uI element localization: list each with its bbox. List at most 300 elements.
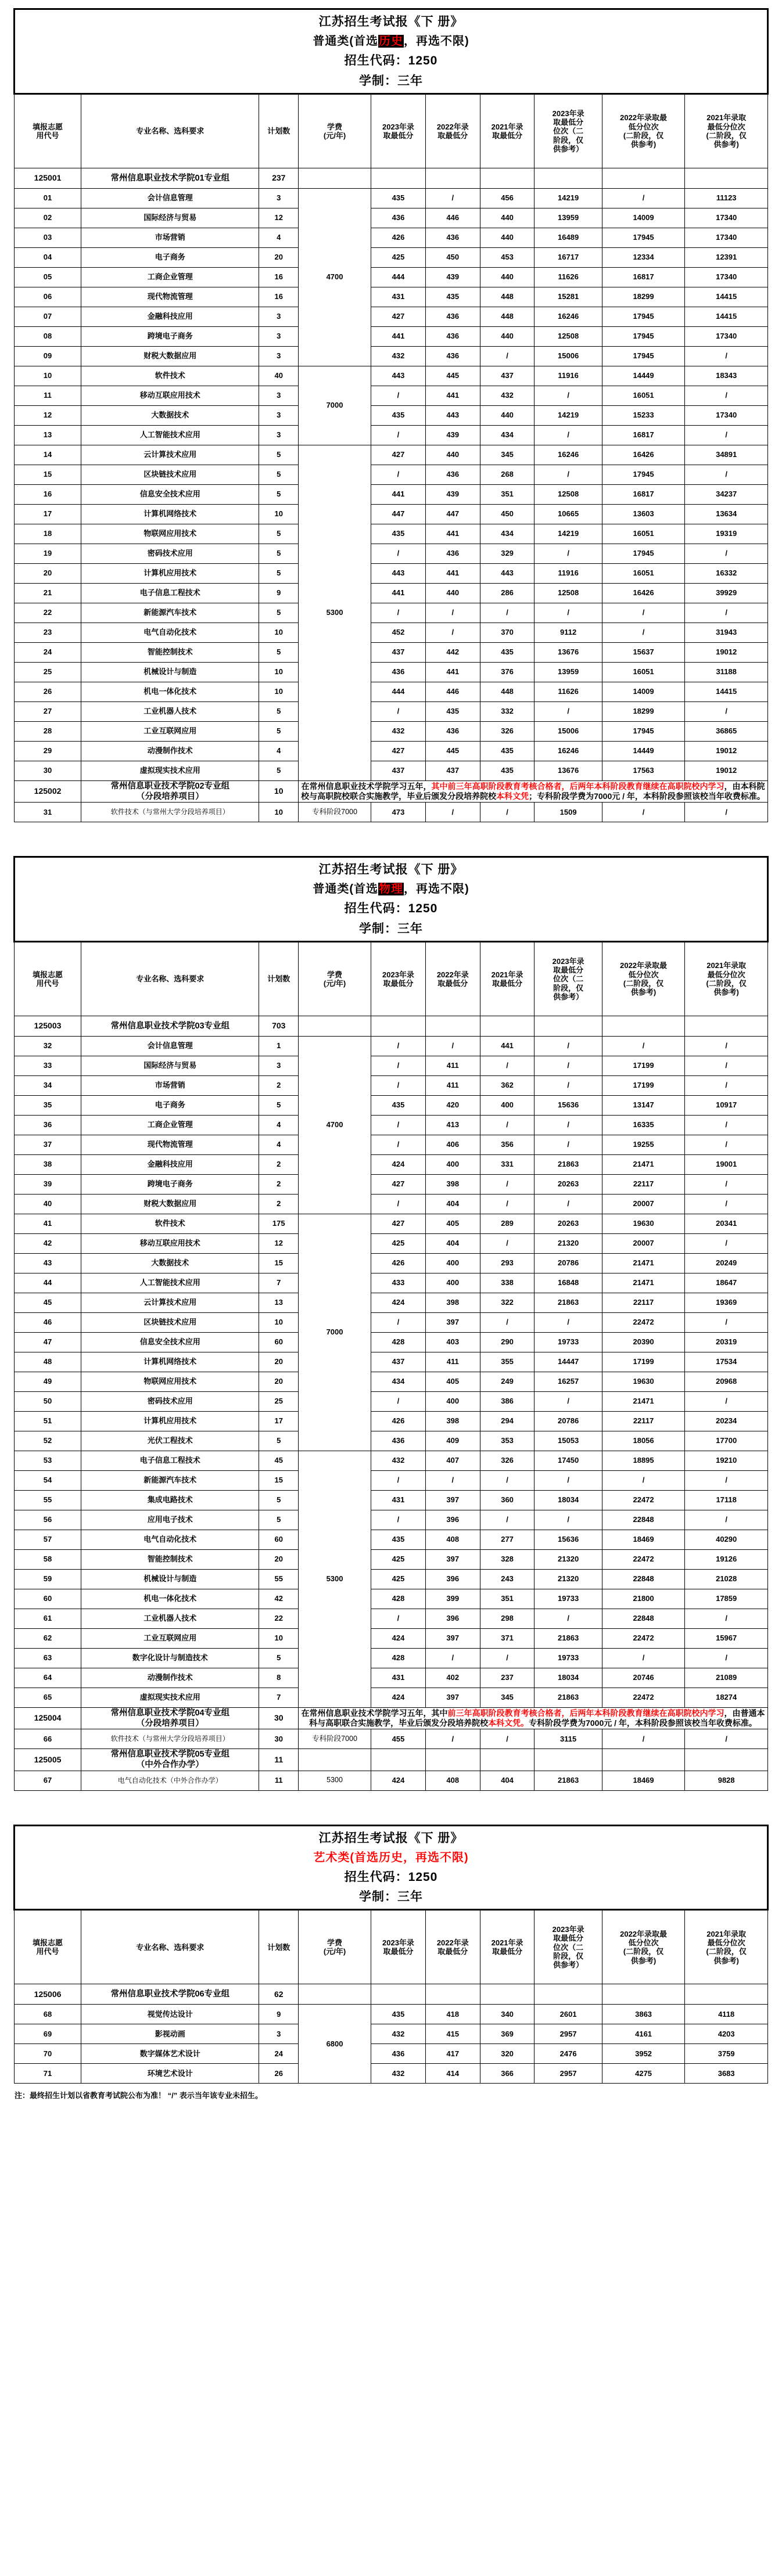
row-score-2022: 445 — [425, 366, 480, 386]
row-score-2022: 446 — [425, 682, 480, 701]
row-score-2022: 445 — [425, 741, 480, 761]
row-rank-2021: 40290 — [685, 1530, 768, 1550]
row-rank-2022: 17945 — [602, 228, 685, 247]
column-header-plan: 计划数 — [259, 93, 299, 168]
row-major: 财税大数据应用 — [81, 346, 259, 366]
group-blank — [685, 168, 768, 188]
table-row — [15, 761, 768, 780]
table-row — [15, 228, 768, 247]
row-code: 50 — [15, 1392, 81, 1412]
row-rank-2022: 21471 — [602, 1273, 685, 1293]
row-major: 跨境电子商务 — [81, 326, 259, 346]
row-rank-2022: / — [602, 603, 685, 623]
table-row — [15, 1254, 768, 1273]
title-duration: 学制：三年 — [359, 922, 423, 936]
row-rank-2021: 19210 — [685, 1451, 768, 1471]
note-segment-0: 在常州信息职业技术学院学习五年， — [301, 781, 432, 791]
row-rank-2022: 4275 — [602, 2064, 685, 2084]
row-score-2022: 436 — [425, 465, 480, 484]
row-rank-2023: 13676 — [535, 642, 602, 662]
column-header-rank-2023: 2023年录 取最低分 位次（二 阶段，仅 供参考） — [535, 93, 602, 168]
row-rank-2023: 14219 — [535, 188, 602, 208]
row-major: 电子商务 — [81, 247, 259, 267]
row-code: 68 — [15, 2005, 81, 2024]
row-rank-2021: 14415 — [685, 307, 768, 326]
row-code: 10 — [15, 366, 81, 386]
row-score-2021: 326 — [480, 721, 535, 741]
row-fee: 4700 — [299, 188, 371, 366]
row-major: 国际经济与贸易 — [81, 1056, 259, 1076]
row-rank-2023: / — [535, 1195, 602, 1214]
row-score-2021: 329 — [480, 544, 535, 563]
row-code: 43 — [15, 1254, 81, 1273]
row-rank-2021: 20234 — [685, 1412, 768, 1431]
row-score-2023: 424 — [371, 1293, 426, 1313]
table-row — [15, 1333, 768, 1352]
row-score-2023: / — [371, 386, 426, 405]
row-score-2023: / — [371, 544, 426, 563]
row-major: 云计算技术应用 — [81, 445, 259, 465]
group-fee-blank — [299, 1984, 371, 2005]
row-score-2023: / — [371, 1037, 426, 1056]
row-score-2023: / — [371, 701, 426, 721]
row-rank-2021: 19319 — [685, 524, 768, 544]
table-row — [15, 1570, 768, 1589]
row-score-2021: 366 — [480, 2064, 535, 2084]
row-rank-2021: / — [685, 1649, 768, 1668]
row-score-2023: 437 — [371, 642, 426, 662]
row-rank-2022: 13147 — [602, 1096, 685, 1116]
row-score-2022: 397 — [425, 1688, 480, 1708]
row-code: 30 — [15, 761, 81, 780]
column-header-score-2022: 2022年录 取最低分 — [425, 1910, 480, 1984]
row-score-2022: / — [425, 1471, 480, 1491]
row-rank-2022: / — [602, 188, 685, 208]
row-score-2022: 399 — [425, 1589, 480, 1609]
row-score-2022: 420 — [425, 1096, 480, 1116]
row-rank-2022: 21471 — [602, 1392, 685, 1412]
row-score-2023: 435 — [371, 188, 426, 208]
row-rank-2022: 18056 — [602, 1431, 685, 1451]
row-rank-2023: / — [535, 1037, 602, 1056]
row-score-2021: 351 — [480, 484, 535, 504]
admissions-table-3 — [13, 1825, 769, 2084]
row-rank-2021: 20319 — [685, 1333, 768, 1352]
row-plan: 3 — [259, 307, 299, 326]
row-score-2021: 243 — [480, 1570, 535, 1589]
row-rank-2022: 22472 — [602, 1491, 685, 1510]
row-score-2022: 446 — [425, 208, 480, 228]
title-publication: 江苏招生考试报《下 册》 — [318, 15, 464, 28]
table-row — [15, 1175, 768, 1195]
row-rank-2021: / — [685, 1056, 768, 1076]
row-score-2021: / — [480, 1116, 535, 1135]
row-major: 影视动画 — [81, 2024, 259, 2044]
row-rank-2022: 17199 — [602, 1076, 685, 1096]
row-score-2023: 441 — [371, 484, 426, 504]
row-code: 13 — [15, 425, 81, 445]
row-major: 电气自动化技术（中外合作办学） — [81, 1771, 259, 1790]
row-rank-2023: / — [535, 425, 602, 445]
table-row — [15, 1116, 768, 1135]
title-banner — [15, 857, 768, 942]
row-major: 工商企业管理 — [81, 267, 259, 287]
row-rank-2021: / — [685, 1195, 768, 1214]
group-name: 常州信息职业技术学院02专业组 （分段培养项目） — [81, 780, 259, 802]
row-rank-2022: 17945 — [602, 721, 685, 741]
row-plan: 10 — [259, 662, 299, 682]
title-banner-row — [15, 857, 768, 942]
row-rank-2023: / — [535, 1313, 602, 1333]
row-code: 70 — [15, 2044, 81, 2064]
row-rank-2021: / — [685, 803, 768, 822]
row-major: 软件技术（与常州大学分段培养项目） — [81, 803, 259, 822]
group-code: 125006 — [15, 1984, 81, 2005]
row-score-2021: 386 — [480, 1392, 535, 1412]
row-rank-2022: 22117 — [602, 1293, 685, 1313]
row-score-2023: 441 — [371, 583, 426, 603]
column-header-plan: 计划数 — [259, 942, 299, 1016]
column-header-fee: 学费 (元/年) — [299, 942, 371, 1016]
row-score-2022: 442 — [425, 642, 480, 662]
row-code: 12 — [15, 405, 81, 425]
row-rank-2021: 18343 — [685, 366, 768, 386]
row-score-2023: 441 — [371, 326, 426, 346]
row-score-2021: 290 — [480, 1333, 535, 1352]
row-rank-2021: / — [685, 603, 768, 623]
column-header-rank-2021: 2021年录取 最低分位次 (二阶段，仅 供参考) — [685, 942, 768, 1016]
row-score-2021: 441 — [480, 1037, 535, 1056]
row-plan: 4 — [259, 1116, 299, 1135]
row-rank-2021: 19012 — [685, 761, 768, 780]
title-banner — [15, 1825, 768, 1910]
row-score-2021: 400 — [480, 1096, 535, 1116]
table-row — [15, 504, 768, 524]
table-row — [15, 1214, 768, 1234]
row-rank-2023: 12508 — [535, 326, 602, 346]
row-rank-2023: / — [535, 603, 602, 623]
row-major: 工业机器人技术 — [81, 1609, 259, 1629]
row-score-2023: 426 — [371, 228, 426, 247]
row-code: 41 — [15, 1214, 81, 1234]
row-score-2022: 437 — [425, 761, 480, 780]
row-code: 16 — [15, 484, 81, 504]
row-plan: 5 — [259, 1510, 299, 1530]
table-row — [15, 1510, 768, 1530]
row-rank-2022: 17563 — [602, 761, 685, 780]
row-rank-2021: / — [685, 1076, 768, 1096]
row-score-2021: 298 — [480, 1609, 535, 1629]
row-plan: 3 — [259, 425, 299, 445]
row-score-2021: / — [480, 1510, 535, 1530]
row-score-2023: 428 — [371, 1649, 426, 1668]
row-rank-2023: 15053 — [535, 1431, 602, 1451]
row-score-2021: / — [480, 1649, 535, 1668]
row-code: 48 — [15, 1352, 81, 1372]
row-rank-2022: 22848 — [602, 1609, 685, 1629]
row-rank-2023: 18034 — [535, 1668, 602, 1688]
row-plan: 1 — [259, 1037, 299, 1056]
row-rank-2023: 12508 — [535, 484, 602, 504]
row-rank-2023: 13959 — [535, 662, 602, 682]
row-plan: 175 — [259, 1214, 299, 1234]
column-header-score-2021: 2021年录 取最低分 — [480, 1910, 535, 1984]
row-score-2022: 408 — [425, 1530, 480, 1550]
row-rank-2021: / — [685, 1116, 768, 1135]
group-code: 125002 — [15, 780, 81, 802]
row-rank-2023: 14219 — [535, 524, 602, 544]
row-score-2022: 436 — [425, 228, 480, 247]
row-code: 61 — [15, 1609, 81, 1629]
row-score-2023: 447 — [371, 504, 426, 524]
row-major: 市场营销 — [81, 1076, 259, 1096]
note-segment-1: 其中前三年高职阶段教育考核合格者，后两年本科阶段教育继续在高职院校内学习 — [431, 781, 724, 791]
row-score-2021: 360 — [480, 1491, 535, 1510]
row-rank-2023: / — [535, 1609, 602, 1629]
row-fee: 5300 — [299, 1451, 371, 1708]
row-plan: 5 — [259, 701, 299, 721]
row-major: 工业互联网应用 — [81, 1629, 259, 1649]
row-rank-2023: / — [535, 465, 602, 484]
row-code: 57 — [15, 1530, 81, 1550]
row-rank-2023: 11626 — [535, 682, 602, 701]
row-score-2023: 428 — [371, 1333, 426, 1352]
row-score-2021: 249 — [480, 1372, 535, 1392]
row-score-2023: 435 — [371, 2005, 426, 2024]
row-rank-2023: 21863 — [535, 1629, 602, 1649]
row-rank-2022: 16817 — [602, 267, 685, 287]
row-score-2022: 450 — [425, 247, 480, 267]
group-code: 125005 — [15, 1749, 81, 1771]
row-major: 大数据技术 — [81, 405, 259, 425]
table-row — [15, 287, 768, 307]
row-score-2021: 293 — [480, 1254, 535, 1273]
row-plan: 22 — [259, 1609, 299, 1629]
row-score-2022: / — [425, 1037, 480, 1056]
group-blank — [371, 1984, 426, 2005]
row-plan: 9 — [259, 2005, 299, 2024]
row-score-2021: 440 — [480, 326, 535, 346]
row-rank-2022: 18469 — [602, 1771, 685, 1790]
row-score-2022: 435 — [425, 701, 480, 721]
row-plan: 2 — [259, 1195, 299, 1214]
column-header-rank-2022: 2022年录取最 低分位次 (二阶段，仅 供参考) — [602, 942, 685, 1016]
row-score-2023: 437 — [371, 1352, 426, 1372]
row-rank-2023: 16246 — [535, 307, 602, 326]
row-fee: 6800 — [299, 2005, 371, 2084]
row-major: 电气自动化技术 — [81, 623, 259, 642]
table-row — [15, 425, 768, 445]
row-score-2021: 448 — [480, 307, 535, 326]
row-score-2021: 356 — [480, 1135, 535, 1155]
row-code: 64 — [15, 1668, 81, 1688]
row-rank-2023: 16848 — [535, 1273, 602, 1293]
row-plan: 60 — [259, 1530, 299, 1550]
row-rank-2021: 21028 — [685, 1570, 768, 1589]
group-blank — [425, 1749, 480, 1771]
table-row — [15, 445, 768, 465]
row-rank-2022: 13603 — [602, 504, 685, 524]
row-rank-2021: 36865 — [685, 721, 768, 741]
table-row — [15, 544, 768, 563]
row-code: 45 — [15, 1293, 81, 1313]
row-rank-2022: 17945 — [602, 326, 685, 346]
row-score-2022: 435 — [425, 287, 480, 307]
row-plan: 4 — [259, 1135, 299, 1155]
row-rank-2021: / — [685, 701, 768, 721]
group-header-row — [15, 1749, 768, 1771]
row-code: 66 — [15, 1729, 81, 1749]
group-plan-total: 30 — [259, 1708, 299, 1729]
row-code: 11 — [15, 386, 81, 405]
row-code: 06 — [15, 287, 81, 307]
row-major: 金融科技应用 — [81, 1155, 259, 1175]
row-rank-2023: 20786 — [535, 1412, 602, 1431]
row-score-2022: 440 — [425, 445, 480, 465]
column-header-row — [15, 1910, 768, 1984]
row-code: 02 — [15, 208, 81, 228]
table-row — [15, 465, 768, 484]
row-code: 63 — [15, 1649, 81, 1668]
column-header-rank-2022: 2022年录取最 低分位次 (二阶段，仅 供参考) — [602, 93, 685, 168]
row-fee: 专科阶段7000 — [299, 803, 371, 822]
table-row — [15, 1195, 768, 1214]
row-code: 27 — [15, 701, 81, 721]
row-score-2022: / — [425, 623, 480, 642]
row-rank-2023: / — [535, 1471, 602, 1491]
row-code: 59 — [15, 1570, 81, 1589]
row-rank-2021: 3683 — [685, 2064, 768, 2084]
title-category — [15, 34, 767, 49]
row-rank-2021: 14415 — [685, 287, 768, 307]
row-plan: 5 — [259, 1431, 299, 1451]
row-rank-2021: 17340 — [685, 405, 768, 425]
row-rank-2022: 14449 — [602, 741, 685, 761]
title-publication: 江苏招生考试报《下 册》 — [318, 863, 464, 877]
row-score-2022: 402 — [425, 1668, 480, 1688]
table-row — [15, 1037, 768, 1056]
row-rank-2023: 18034 — [535, 1491, 602, 1510]
row-score-2022: 441 — [425, 386, 480, 405]
row-score-2021: 338 — [480, 1273, 535, 1293]
row-score-2021: 286 — [480, 583, 535, 603]
table-row — [15, 1135, 768, 1155]
row-code: 54 — [15, 1471, 81, 1491]
row-score-2022: 404 — [425, 1195, 480, 1214]
row-score-2023: 436 — [371, 1431, 426, 1451]
row-code: 09 — [15, 346, 81, 366]
row-score-2022: 397 — [425, 1313, 480, 1333]
row-plan: 25 — [259, 1392, 299, 1412]
row-rank-2023: / — [535, 544, 602, 563]
row-score-2022: 398 — [425, 1175, 480, 1195]
row-score-2021: / — [480, 1056, 535, 1076]
group-blank — [685, 1016, 768, 1037]
row-score-2023: 424 — [371, 1155, 426, 1175]
row-rank-2022: / — [602, 1729, 685, 1749]
group-blank — [602, 1749, 685, 1771]
row-plan: 45 — [259, 1451, 299, 1471]
row-rank-2021: 17859 — [685, 1589, 768, 1609]
column-header-score-2023: 2023年录 取最低分 — [371, 942, 426, 1016]
note-segment-3: 本科文凭。 — [488, 1718, 529, 1728]
table-row — [15, 741, 768, 761]
table-row — [15, 1096, 768, 1116]
table-row — [15, 1530, 768, 1550]
group-blank — [535, 168, 602, 188]
row-score-2021: 328 — [480, 1550, 535, 1570]
row-code: 52 — [15, 1431, 81, 1451]
row-score-2022: / — [425, 1729, 480, 1749]
row-rank-2023: 2601 — [535, 2005, 602, 2024]
row-fee: 5300 — [299, 1771, 371, 1790]
row-rank-2023: / — [535, 1510, 602, 1530]
row-rank-2023: / — [535, 1116, 602, 1135]
title-category-prefix: 普通类(首选 — [313, 35, 378, 48]
row-score-2023: 431 — [371, 287, 426, 307]
title-admission-code: 招生代码：1250 — [344, 54, 438, 68]
note-segment-0: 在常州信息职业技术学院学习五年，其中 — [301, 1708, 448, 1718]
row-code: 03 — [15, 228, 81, 247]
note-segment-4: ；专科阶段学费为7000元 / 年，本科阶段参照该校当年收费标准。 — [529, 791, 765, 801]
row-major: 软件技术（与常州大学分段培养项目） — [81, 1729, 259, 1749]
table-row — [15, 1550, 768, 1570]
row-score-2023: 452 — [371, 623, 426, 642]
row-score-2022: 397 — [425, 1491, 480, 1510]
row-code: 40 — [15, 1195, 81, 1214]
row-score-2022: 440 — [425, 583, 480, 603]
row-score-2022: 436 — [425, 721, 480, 741]
row-major: 国际经济与贸易 — [81, 208, 259, 228]
title-category-highlight: 物理 — [379, 883, 403, 896]
row-score-2021: 362 — [480, 1076, 535, 1096]
row-score-2021: / — [480, 1195, 535, 1214]
column-header-score-2022: 2022年录 取最低分 — [425, 93, 480, 168]
row-rank-2022: 16817 — [602, 425, 685, 445]
row-score-2021: 456 — [480, 188, 535, 208]
row-major: 现代物流管理 — [81, 287, 259, 307]
row-score-2023: / — [371, 1195, 426, 1214]
row-fee: 4700 — [299, 1037, 371, 1214]
row-score-2023: 434 — [371, 1372, 426, 1392]
row-plan: 2 — [259, 1155, 299, 1175]
row-major: 电子信息工程技术 — [81, 583, 259, 603]
row-score-2023: 427 — [371, 1214, 426, 1234]
row-code: 32 — [15, 1037, 81, 1056]
row-rank-2023: 11916 — [535, 366, 602, 386]
row-rank-2022: 20390 — [602, 1333, 685, 1352]
row-plan: 10 — [259, 1313, 299, 1333]
row-score-2023: 427 — [371, 307, 426, 326]
row-rank-2021: 19012 — [685, 741, 768, 761]
row-rank-2023: 9112 — [535, 623, 602, 642]
row-rank-2021: / — [685, 1037, 768, 1056]
row-plan: 9 — [259, 583, 299, 603]
row-score-2021: 322 — [480, 1293, 535, 1313]
row-rank-2023: 19733 — [535, 1649, 602, 1668]
row-score-2022: 409 — [425, 1431, 480, 1451]
row-rank-2021: / — [685, 1234, 768, 1254]
row-major: 跨境电子商务 — [81, 1175, 259, 1195]
row-rank-2023: 14219 — [535, 405, 602, 425]
table-row — [15, 386, 768, 405]
row-score-2021: 370 — [480, 623, 535, 642]
table-row — [15, 603, 768, 623]
column-header-score-2023: 2023年录 取最低分 — [371, 1910, 426, 1984]
table-row — [15, 701, 768, 721]
group-blank — [602, 1984, 685, 2005]
row-rank-2023: 2957 — [535, 2064, 602, 2084]
